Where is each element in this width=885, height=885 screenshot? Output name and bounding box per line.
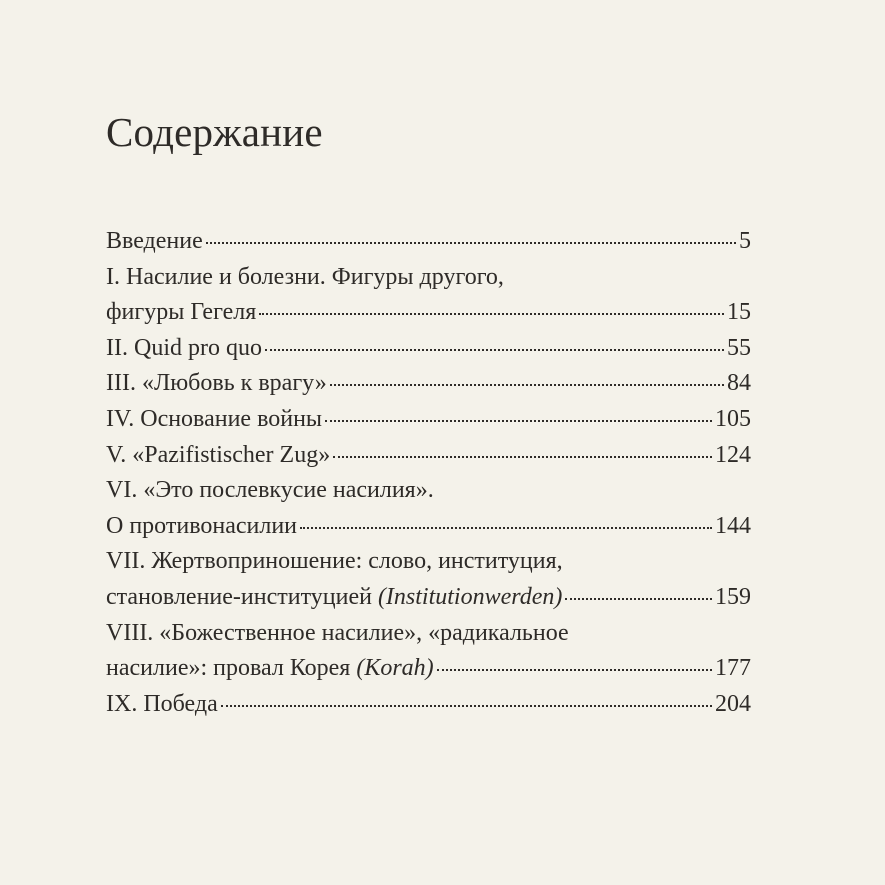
toc-page-number: 105	[715, 405, 751, 432]
toc-page-number: 177	[715, 655, 751, 682]
toc-entry-text: III. «Любовь к врагу»	[106, 370, 327, 397]
toc-entry-text: IV. Основание войны	[106, 405, 323, 432]
dot-leader	[265, 349, 724, 351]
toc-entry-chapter-4[interactable]	[106, 402, 751, 438]
toc-entry-chapter-6-line-1[interactable]	[106, 473, 751, 509]
toc-entry-chapter-5[interactable]	[106, 438, 751, 474]
dot-leader	[565, 598, 712, 600]
toc-page-number: 55	[727, 334, 751, 361]
toc-entry-chapter-1-line-2[interactable]	[106, 295, 751, 331]
toc-entry-introduction[interactable]	[106, 224, 751, 260]
toc-page-number: 144	[715, 512, 751, 539]
toc-entry-text: II. Quid pro quo	[106, 334, 262, 361]
page-title: Содержание	[106, 109, 323, 155]
dot-leader	[325, 420, 712, 422]
toc-entry-text: Введение	[106, 228, 203, 254]
toc-entry-text-roman: насилие»: провал Корея	[106, 655, 357, 682]
toc-entry-text: IX. Победа	[106, 690, 218, 717]
toc-page-number: 15	[727, 299, 751, 326]
toc-entry-chapter-1-line-1[interactable]	[106, 260, 751, 296]
toc-entry-chapter-7-line-1[interactable]	[106, 544, 751, 580]
toc-entry-text: VI. «Это послевкусие насилия».	[106, 477, 434, 504]
toc-entry-text: О противонасилии	[106, 512, 298, 539]
toc-entry-chapter-2[interactable]	[106, 331, 751, 367]
toc-entry-chapter-7-line-2[interactable]	[106, 580, 751, 616]
toc-entry-text-italic: (Korah)	[356, 655, 434, 682]
table-of-contents	[106, 224, 751, 722]
toc-entry-text: I. Насилие и болезни. Фигуры другого,	[106, 263, 504, 290]
toc-page-number: 84	[727, 370, 751, 397]
toc-entry-text: фигуры Гегеля	[106, 299, 257, 326]
toc-entry-text: V. «Pazifistischer Zug»	[106, 441, 331, 468]
toc-entry-text-italic: (Institutionwerden)	[377, 583, 563, 610]
toc-entry-chapter-3[interactable]	[106, 366, 751, 402]
toc-entry-text: VIII. «Божественное насилие», «радикальное	[106, 619, 569, 646]
dot-leader	[437, 669, 712, 671]
toc-entry-chapter-6-line-2[interactable]	[106, 509, 751, 545]
dot-leader	[333, 456, 712, 458]
toc-entry-chapter-8-line-1[interactable]	[106, 616, 751, 652]
dot-leader	[330, 384, 724, 386]
toc-page-number: 159	[715, 583, 751, 610]
toc-entry-text: VII. Жертвоприношение: слово, институция,	[106, 548, 563, 575]
toc-entry-text	[106, 651, 434, 687]
toc-entry-chapter-8-line-2[interactable]	[106, 651, 751, 687]
toc-page-number: 204	[715, 690, 751, 717]
toc-page-number: 124	[715, 441, 751, 468]
toc-entry-text-roman: становление-институцией	[106, 583, 378, 610]
toc-entry-chapter-9[interactable]	[106, 687, 751, 723]
toc-entry-text	[106, 580, 562, 616]
dot-leader	[300, 527, 712, 529]
dot-leader	[259, 313, 724, 315]
dot-leader	[221, 705, 712, 707]
toc-page-number: 5	[739, 228, 751, 254]
dot-leader	[206, 242, 736, 244]
